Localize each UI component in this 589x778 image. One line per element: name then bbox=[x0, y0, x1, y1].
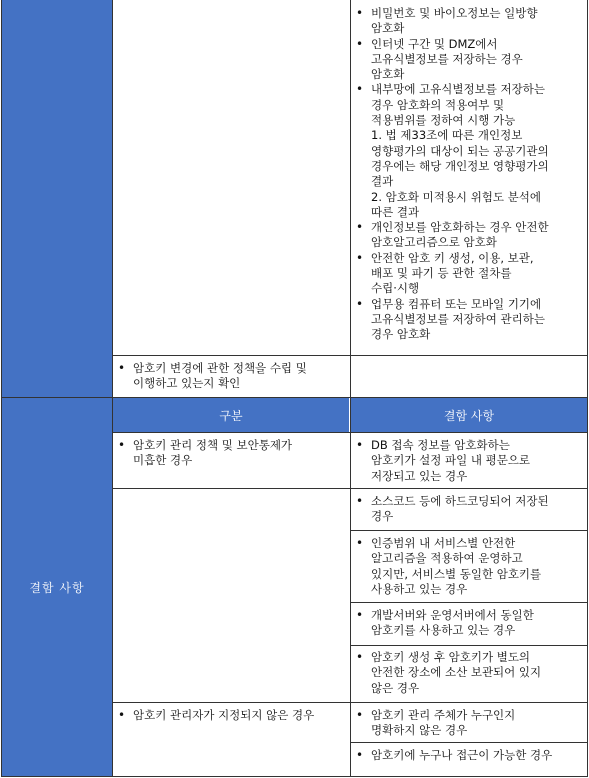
requirement-line: 고유식별정보를 저장하여 관리하는 bbox=[371, 311, 545, 326]
defect-cell bbox=[352, 438, 586, 484]
section-side-header bbox=[2, 0, 112, 397]
requirement-line: 경우에는 해당 개인정보 영향평가의 bbox=[371, 158, 549, 173]
defect-line: 암호키를 사용하고 있는 경우 bbox=[371, 623, 516, 638]
defect-item bbox=[352, 494, 586, 525]
defect-line: 경우 bbox=[371, 509, 394, 524]
requirement-line: • 내부망에 고유식별정보를 저장하는 bbox=[371, 82, 545, 97]
requirement-subitem bbox=[352, 190, 586, 221]
requirement-line: • 안전한 암호 키 생성, 이용, 보관, bbox=[371, 250, 534, 265]
divider-header bbox=[112, 432, 588, 433]
requirement-line: 경우 암호화의 적용여부 및 bbox=[371, 97, 505, 112]
requirement-line: 고유식별정보를 저장하는 경우 bbox=[371, 51, 523, 66]
requirement-line: 1. 법 제33조에 따른 개인정보 bbox=[371, 128, 523, 143]
requirement-line: 암호화 bbox=[371, 21, 405, 36]
check-item-line: • 암호키 변경에 관한 정책을 수립 및 bbox=[133, 361, 307, 375]
requirement-line: 적용범위를 정하여 시행 가능 bbox=[371, 113, 516, 128]
check-item-line: 이행하고 있는지 확인 bbox=[133, 376, 241, 391]
category-item bbox=[114, 708, 348, 723]
divider-sections bbox=[1, 397, 588, 398]
requirement-line: • 비밀번호 및 바이오정보는 일방향 bbox=[371, 6, 538, 20]
check-item bbox=[114, 361, 348, 392]
border-left bbox=[1, 0, 2, 777]
defect-side-header bbox=[2, 398, 112, 776]
category-line: 미흡한 경우 bbox=[133, 453, 193, 468]
requirement-line: • 업무용 컴퓨터 또는 모바일 기기에 bbox=[371, 296, 542, 311]
defect-line: • 인증범위 내 서비스별 안전한 bbox=[371, 536, 516, 550]
defect-line: 명확하지 않은 경우 bbox=[371, 723, 468, 738]
requirement-line: 경우 암호화 bbox=[371, 327, 431, 342]
requirement-item bbox=[352, 82, 586, 128]
defect-item bbox=[352, 708, 586, 739]
column-header-category bbox=[113, 398, 349, 432]
requirement-line: • 개인정보를 암호화하는 경우 안전한 bbox=[371, 220, 549, 235]
divider-top-rows bbox=[112, 355, 588, 356]
defect-line: 암호키가 설정 파일 내 평문으로 bbox=[371, 453, 531, 468]
requirement-line: 결과 bbox=[371, 174, 394, 189]
border-middle bbox=[350, 0, 351, 777]
requirement-line: 따른 결과 bbox=[371, 204, 420, 219]
requirement-line: 암호화 bbox=[371, 67, 405, 82]
column-header-category-label: 구분 bbox=[219, 408, 243, 423]
defect-line: • 소스코드 등에 하드코딩되어 저장된 bbox=[371, 494, 549, 508]
requirements-list bbox=[352, 6, 586, 343]
divider-r4 bbox=[350, 645, 588, 646]
divider-r3 bbox=[350, 602, 588, 603]
column-header-defects bbox=[351, 398, 587, 432]
defect-line: • 개발서버와 운영서버에서 동일한 bbox=[371, 608, 534, 622]
divider-r1 bbox=[112, 488, 588, 489]
defect-line: 알고리즘을 적용하여 운영하고 bbox=[371, 551, 523, 566]
defect-line: • 암호키 관리 주체가 누구인지 bbox=[371, 708, 516, 722]
border-bottom bbox=[1, 776, 588, 777]
requirement-line: 수립·시행 bbox=[371, 281, 420, 296]
category-cell-manager bbox=[114, 708, 348, 723]
requirement-item bbox=[352, 37, 586, 83]
defect-item bbox=[352, 650, 586, 696]
defect-line: • 암호키에 누구나 접근이 가능한 경우 bbox=[371, 748, 553, 762]
divider-r5 bbox=[112, 702, 588, 703]
defect-cell bbox=[352, 650, 586, 696]
defect-side-label: 결함 사항 bbox=[29, 580, 85, 595]
defect-cell bbox=[352, 748, 586, 763]
requirement-line: 배포 및 파기 등 관한 절차를 bbox=[371, 266, 512, 281]
category-line: • 암호키 관리 정책 및 보안통제가 bbox=[133, 438, 293, 452]
defect-line: 안전한 장소에 소산 보관되어 있지 bbox=[371, 665, 542, 680]
defect-line: 사용하고 있는 경우 bbox=[371, 581, 468, 596]
defect-line: 않은 경우 bbox=[371, 680, 420, 695]
requirement-line: 2. 암호화 미적용시 위험도 분석에 bbox=[371, 189, 542, 204]
category-cell-policy bbox=[114, 438, 348, 469]
defect-item bbox=[352, 536, 586, 597]
divider-r6 bbox=[350, 742, 588, 743]
defect-item bbox=[352, 438, 586, 484]
requirement-line: 영향평가의 대상이 되는 공공기관의 bbox=[371, 143, 549, 158]
check-item-list bbox=[114, 361, 348, 392]
defect-line: 있지만, 서비스별 동일한 암호키를 bbox=[371, 566, 542, 581]
border-sidebar bbox=[112, 0, 113, 777]
defect-cell bbox=[352, 608, 586, 639]
defect-cell bbox=[352, 494, 586, 525]
category-line: • 암호키 관리자가 지정되지 않은 경우 bbox=[133, 708, 315, 722]
defect-cell bbox=[352, 708, 586, 739]
requirement-item bbox=[352, 297, 586, 343]
defect-line: • DB 접속 정보를 암호화하는 bbox=[371, 438, 510, 452]
defect-item bbox=[352, 608, 586, 639]
requirement-item bbox=[352, 251, 586, 297]
requirement-line: 암호알고리즘으로 암호화 bbox=[371, 235, 497, 250]
requirement-subitem bbox=[352, 128, 586, 189]
defect-item bbox=[352, 748, 586, 763]
check-item-cell bbox=[114, 361, 348, 392]
defect-line: • 암호키 생성 후 암호키가 별도의 bbox=[371, 650, 531, 664]
border-right bbox=[587, 0, 588, 777]
defect-line: 저장되고 있는 경우 bbox=[371, 468, 468, 483]
requirement-item bbox=[352, 220, 586, 251]
category-item bbox=[114, 438, 348, 469]
column-header-defects-label: 결함 사항 bbox=[443, 408, 495, 423]
requirement-item bbox=[352, 6, 586, 37]
requirement-line: • 인터넷 구간 및 DMZ에서 bbox=[371, 36, 498, 51]
requirements-cell bbox=[352, 6, 586, 343]
defect-cell bbox=[352, 536, 586, 597]
divider-r2 bbox=[350, 530, 588, 531]
